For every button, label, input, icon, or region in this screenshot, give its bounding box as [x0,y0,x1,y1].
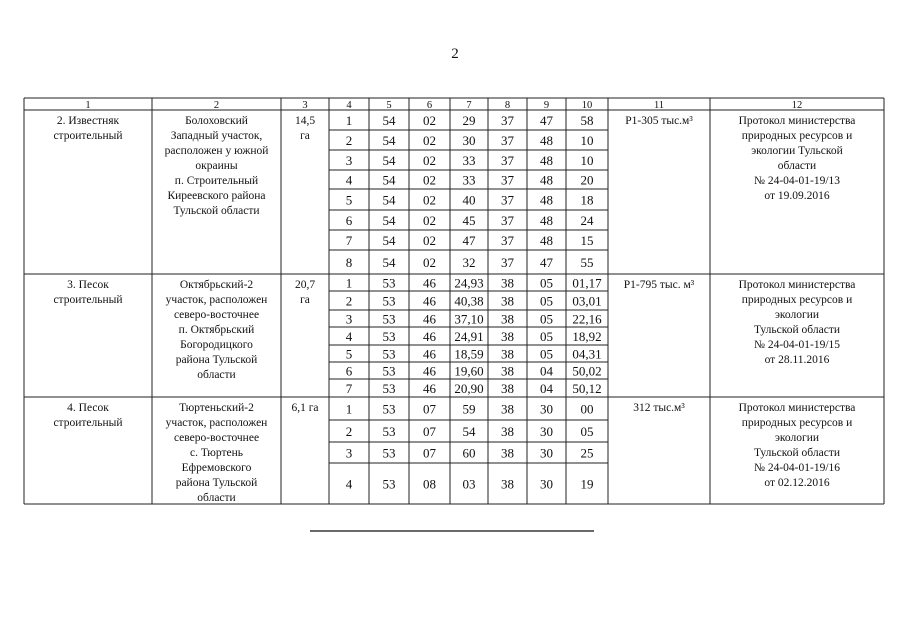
coordinate-cell: 02 [423,192,436,208]
coordinate-cell: 53 [382,311,396,327]
column-header-11: 11 [653,100,665,111]
protocol-text: природных ресурсов и [741,130,853,142]
resource-text: Р1-795 тыс. м³ [623,279,695,291]
coordinate-cell: 1 [345,401,353,417]
coordinate-cell: 02 [423,213,436,228]
protocol-text: Тульской области [753,324,841,336]
coordinate-cell: 37 [501,172,514,188]
coordinate-cell: 5 [345,192,353,208]
coordinate-cell: 53 [382,424,396,439]
coordinate-cell: 48 [540,133,553,148]
coordinate-cell: 37 [501,113,514,128]
coordinate-cell: 4 [345,329,353,344]
site-text: северо-восточнее [173,432,260,444]
site-text: области [197,492,236,504]
coordinate-cell: 10 [580,133,594,148]
coordinate-cell: 03 [462,476,476,492]
site-text: Богородицкого [180,339,253,351]
site-text: расположен у южной [164,145,269,157]
coordinate-cell: 18,92 [572,329,602,344]
coordinate-cell: 46 [423,311,436,327]
coordinate-cell: 02 [423,233,436,248]
column-header-9: 9 [543,100,550,111]
area-text: 6,1 га [291,402,319,414]
mineral-text: 2. Известняк [56,115,120,127]
protocol-text: № 24-04-01-19/15 [753,339,841,351]
site-text: п. Строительный [174,175,259,187]
resource-text: 312 тыс.м³ [633,402,685,414]
site-text: Октябрьский-2 [179,279,254,291]
resource-text: Р1-305 тыс.м³ [625,115,693,127]
coordinate-cell: 15 [580,233,594,248]
coordinate-cell: 32 [462,255,476,270]
coordinate-cell: 48 [540,153,553,168]
coordinate-cell: 3 [345,311,353,327]
protocol-text: от 19.09.2016 [764,190,830,202]
coordinate-cell: 07 [423,445,436,461]
coordinate-cell: 3 [345,445,353,461]
coordinate-cell: 38 [501,363,514,379]
coordinate-cell: 30 [540,476,553,492]
coordinate-cell: 37 [501,213,514,228]
coordinate-cell: 18 [580,192,594,208]
site-text: района Тульской [175,477,258,489]
area-text: 14,5 [294,115,316,127]
coordinate-cell: 18,59 [454,346,484,362]
coordinate-cell: 5 [345,346,353,362]
coordinate-cell: 53 [382,381,396,396]
site-text: участок, расположен [165,294,268,306]
site-text: Болоховский [185,115,248,127]
coordinate-cell: 47 [462,233,476,248]
coordinate-cell: 46 [423,346,436,362]
coordinate-cell: 37 [501,192,514,208]
deposits-table [24,98,884,504]
coordinate-cell: 6 [345,213,353,228]
coordinate-cell: 53 [382,476,396,492]
coordinate-cell: 38 [501,293,514,309]
site-text: Киреевского района [167,190,266,202]
coordinate-cell: 33 [462,153,476,168]
coordinate-cell: 24 [580,213,594,228]
coordinate-cell: 48 [540,213,553,228]
coordinate-cell: 54 [382,172,396,188]
coordinate-cell: 54 [382,133,396,148]
site-text: Тюртеньский-2 [179,402,254,414]
protocol-text: экологии Тульской [751,145,843,157]
coordinate-cell: 58 [580,113,594,128]
coordinate-cell: 38 [501,424,514,439]
mineral-text: строительный [53,417,123,429]
coordinate-cell: 53 [382,445,396,461]
coordinate-cell: 38 [501,329,514,344]
coordinate-cell: 07 [423,424,436,439]
coordinate-cell: 54 [462,424,476,439]
coordinate-cell: 2 [345,424,353,439]
protocol-text: Протокол министерства [738,115,856,127]
coordinate-cell: 05 [540,275,553,291]
coordinate-cell: 37 [501,233,514,248]
coordinate-cell: 53 [382,275,396,291]
coordinate-cell: 25 [580,445,594,461]
column-header-2: 2 [213,100,220,111]
protocol-text: № 24-04-01-19/16 [753,462,841,474]
coordinate-cell: 6 [345,363,353,379]
coordinate-cell: 02 [423,255,436,270]
site-text: окраины [195,160,238,172]
area-text: га [300,130,310,142]
protocol-text: Тульской области [753,447,841,459]
coordinate-cell: 47 [540,255,553,270]
coordinate-cell: 02 [423,153,436,168]
coordinate-cell: 59 [462,401,476,417]
coordinate-cell: 8 [345,255,353,270]
coordinate-cell: 38 [501,346,514,362]
column-header-1: 1 [85,100,91,111]
protocol-text: Протокол министерства [738,402,856,414]
coordinate-cell: 40,38 [454,293,484,309]
coordinate-cell: 22,16 [572,311,602,327]
site-text: области [197,369,236,381]
coordinate-cell: 54 [382,113,396,128]
column-header-6: 6 [426,100,433,111]
coordinate-cell: 38 [501,401,514,417]
protocol-text: от 28.11.2016 [764,354,830,366]
coordinate-cell: 48 [540,233,553,248]
coordinate-cell: 20,90 [454,381,484,396]
coordinate-cell: 46 [423,329,436,344]
protocol-text: области [777,160,817,172]
coordinate-cell: 07 [423,401,436,417]
coordinate-cell: 00 [580,401,594,417]
coordinate-cell: 1 [345,275,353,291]
area-text: 20,7 [294,279,316,291]
coordinate-cell: 37 [501,255,514,270]
column-header-10: 10 [581,100,593,111]
protocol-text: экологии [774,432,820,444]
coordinate-cell: 37 [501,133,514,148]
page-number: 2 [451,46,459,62]
coordinate-cell: 48 [540,172,553,188]
coordinate-cell: 60 [462,445,476,461]
coordinate-cell: 03,01 [572,293,602,309]
coordinate-cell: 30 [540,401,553,417]
coordinate-cell: 04,31 [572,346,602,362]
site-text: участок, расположен [165,417,268,429]
coordinate-cell: 02 [423,172,436,188]
coordinate-cell: 2 [345,133,353,148]
coordinate-cell: 46 [423,363,436,379]
column-header-5: 5 [386,100,392,111]
protocol-text: природных ресурсов и [741,294,853,306]
coordinate-cell: 05 [540,311,553,327]
column-header-7: 7 [466,100,472,111]
coordinate-cell: 30 [540,424,553,439]
site-text: Западный участок, [170,130,263,142]
mineral-text: 4. Песок [67,402,109,414]
coordinate-cell: 54 [382,233,396,248]
coordinate-cell: 53 [382,293,396,309]
coordinate-cell: 38 [501,275,514,291]
coordinate-cell: 3 [345,153,353,168]
coordinate-cell: 7 [345,233,353,248]
protocol-text: от 02.12.2016 [764,477,830,489]
coordinate-cell: 04 [540,381,553,396]
coordinate-cell: 30 [540,445,553,461]
coordinate-cell: 53 [382,329,396,344]
protocol-text: № 24-04-01-19/13 [753,175,841,187]
coordinate-cell: 30 [462,133,476,148]
protocol-text: природных ресурсов и [741,417,853,429]
coordinate-cell: 50,02 [572,363,602,379]
mineral-text: 3. Песок [67,279,109,291]
coordinate-cell: 53 [382,401,396,417]
site-text: с. Тюртень [189,447,244,459]
coordinate-cell: 38 [501,476,514,492]
coordinate-cell: 19 [580,476,594,492]
site-text: района Тульской [175,354,258,366]
coordinate-cell: 2 [345,293,353,309]
coordinate-cell: 08 [423,476,436,492]
column-header-12: 12 [791,100,803,111]
coordinate-cell: 48 [540,192,553,208]
coordinate-cell: 01,17 [572,275,602,291]
mineral-text: строительный [53,130,123,142]
coordinate-cell: 05 [540,329,553,344]
coordinate-cell: 47 [540,113,553,128]
coordinate-cell: 24,93 [454,275,484,291]
column-header-4: 4 [346,100,352,111]
column-header-8: 8 [504,100,511,111]
coordinate-cell: 40 [462,192,476,208]
coordinate-cell: 10 [580,153,594,168]
coordinate-cell: 54 [382,213,396,228]
coordinate-cell: 05 [540,293,553,309]
coordinate-cell: 38 [501,381,514,396]
site-text: Тульской области [173,205,260,217]
coordinate-cell: 05 [540,346,553,362]
coordinate-cell: 46 [423,381,436,396]
site-text: северо-восточнее [173,309,260,321]
coordinate-cell: 4 [345,172,353,188]
coordinate-cell: 46 [423,275,436,291]
coordinate-cell: 33 [462,172,476,188]
coordinate-cell: 4 [345,476,353,492]
mineral-text: строительный [53,294,123,306]
site-text: п. Октябрьский [178,324,255,336]
coordinate-cell: 29 [462,113,476,128]
coordinate-cell: 02 [423,133,436,148]
coordinate-cell: 50,12 [572,381,602,396]
coordinate-cell: 55 [580,255,594,270]
coordinate-cell: 7 [345,381,353,396]
coordinate-cell: 24,91 [454,329,484,344]
site-text: Ефремовского [181,462,252,474]
coordinate-cell: 54 [382,192,396,208]
coordinate-cell: 37,10 [454,311,484,327]
coordinate-cell: 19,60 [454,363,484,379]
column-header-3: 3 [302,100,308,111]
coordinate-cell: 37 [501,153,514,168]
coordinate-cell: 53 [382,363,396,379]
coordinate-cell: 05 [580,424,594,439]
coordinate-cell: 38 [501,311,514,327]
protocol-text: Протокол министерства [738,279,856,291]
coordinate-cell: 04 [540,363,553,379]
coordinate-cell: 38 [501,445,514,461]
coordinate-cell: 46 [423,293,436,309]
coordinate-cell: 45 [462,213,476,228]
coordinate-cell: 54 [382,255,396,270]
coordinate-cell: 1 [345,113,353,128]
coordinate-cell: 54 [382,153,396,168]
coordinate-cell: 02 [423,113,436,128]
coordinate-cell: 20 [580,172,594,188]
coordinate-cell: 53 [382,346,396,362]
protocol-text: экологии [774,309,820,321]
area-text: га [300,294,310,306]
